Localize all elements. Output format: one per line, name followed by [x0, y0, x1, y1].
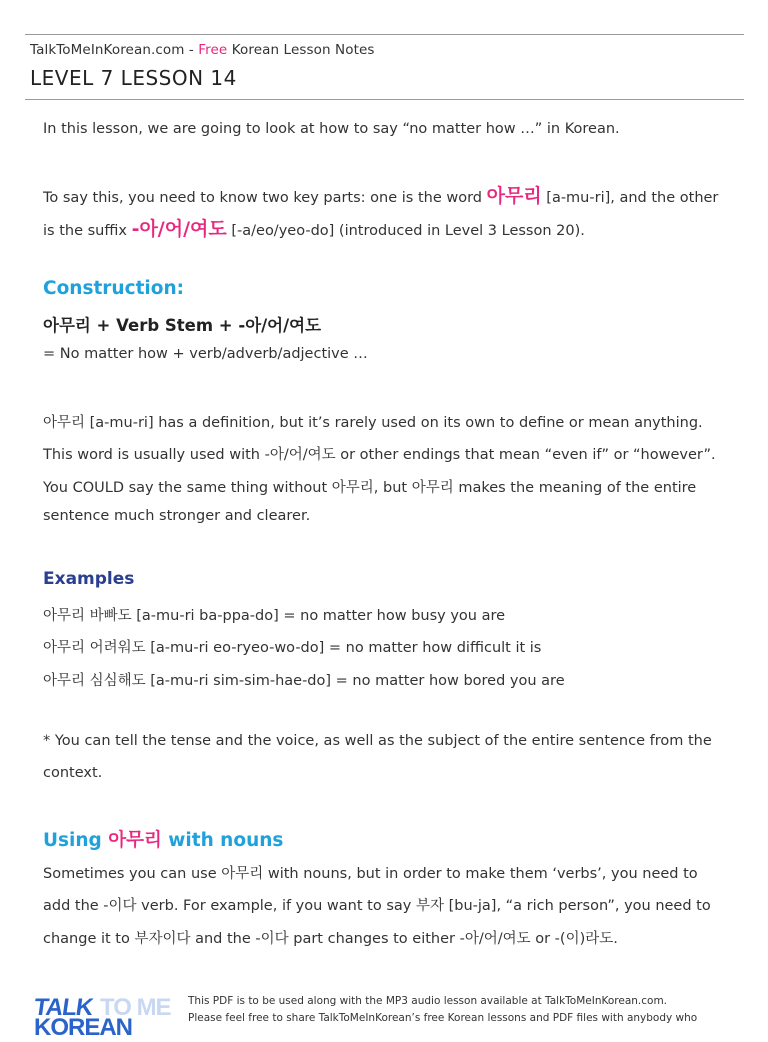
- lesson-notes-label: Korean Lesson Notes: [227, 42, 375, 58]
- header-separator: -: [184, 42, 199, 58]
- intro-text: In this lesson, we are going to look at how to say “no matter how …” in Korean.: [43, 121, 620, 137]
- nouns-line: Sometimes you can use 아무리 with nouns, but in order to make them ‘verbs’, you need to: [43, 866, 698, 882]
- nouns-heading-a: Using: [43, 830, 109, 851]
- site-header: [30, 42, 375, 58]
- definition-line: sentence much stronger and clearer.: [43, 508, 311, 524]
- lesson-title: LEVEL 7 LESSON 14: [30, 66, 237, 90]
- nouns-line: change it to 부자이다 and the -이다 part changes to either -아/어/여도 or -(이)라도.: [43, 931, 618, 947]
- nouns-heading: [43, 826, 283, 852]
- para2-text-d: [-a/eo/yeo-do] (introduced in Level 3 Lesson 20).: [226, 223, 585, 239]
- nouns-heading-b: with nouns: [161, 830, 284, 851]
- logo-korean: KOREAN: [34, 1014, 133, 1041]
- keyword-suffix: -아/어/여도: [131, 218, 227, 240]
- note-line: * You can tell the tense and the voice, as well as the subject of the entire sentence from the: [43, 733, 712, 749]
- logo-talk: TALK: [32, 994, 95, 1021]
- note-line: context.: [43, 765, 103, 781]
- para2-text-c: is the suffix: [43, 223, 132, 239]
- example-item: 아무리 심심해도 [a-mu-ri sim-sim-hae-do] = no matter how bored you are: [43, 673, 565, 689]
- top-rule: [25, 34, 744, 35]
- examples-heading: Examples: [43, 569, 135, 589]
- example-item: 아무리 어려워도 [a-mu-ri eo-ryeo-wo-do] = no matter how difficult it is: [43, 640, 542, 656]
- keyword-amuri: 아무리: [486, 185, 542, 207]
- para2-line2: [43, 214, 585, 241]
- footer-line1: This PDF is to be used along with the MP3 audio lesson available at TalkToMeInKorean.com.: [188, 995, 668, 1007]
- nouns-line: add the -이다 verb. For example, if you want to say 부자 [bu-ja], “a rich person”, you need to: [43, 898, 711, 914]
- definition-line: This word is usually used with -아/어/여도 or other endings that mean “even if” or “however”.: [43, 447, 716, 463]
- para2-line1: [43, 181, 718, 208]
- logo-tome: TO ME: [100, 994, 171, 1021]
- example-item: 아무리 바빠도 [a-mu-ri ba-ppa-do] = no matter how busy you are: [43, 608, 506, 624]
- para2-text-a: To say this, you need to know two key parts: one is the word: [43, 190, 487, 206]
- site-name: TalkToMeInKorean.com: [30, 42, 185, 58]
- construction-meaning: = No matter how + verb/adverb/adjective …: [43, 346, 368, 362]
- free-label: Free: [198, 42, 228, 58]
- nouns-heading-word: 아무리: [108, 830, 162, 851]
- construction-formula: 아무리 + Verb Stem + -아/어/여도: [43, 316, 322, 335]
- footer-line2: Please feel free to share TalkToMeInKorean’s free Korean lessons and PDF files with anybody who: [188, 1012, 698, 1024]
- construction-heading: Construction:: [43, 278, 185, 299]
- header-rule: [25, 99, 744, 100]
- para2-text-b: [a-mu-ri], and the other: [541, 190, 719, 206]
- definition-line: You COULD say the same thing without 아무리, but 아무리 makes the meaning of the entire: [43, 480, 697, 496]
- talktomeinkorean-logo: [30, 990, 182, 1041]
- definition-line: 아무리 [a-mu-ri] has a definition, but it’s rarely used on its own to define or mean anything.: [43, 415, 703, 431]
